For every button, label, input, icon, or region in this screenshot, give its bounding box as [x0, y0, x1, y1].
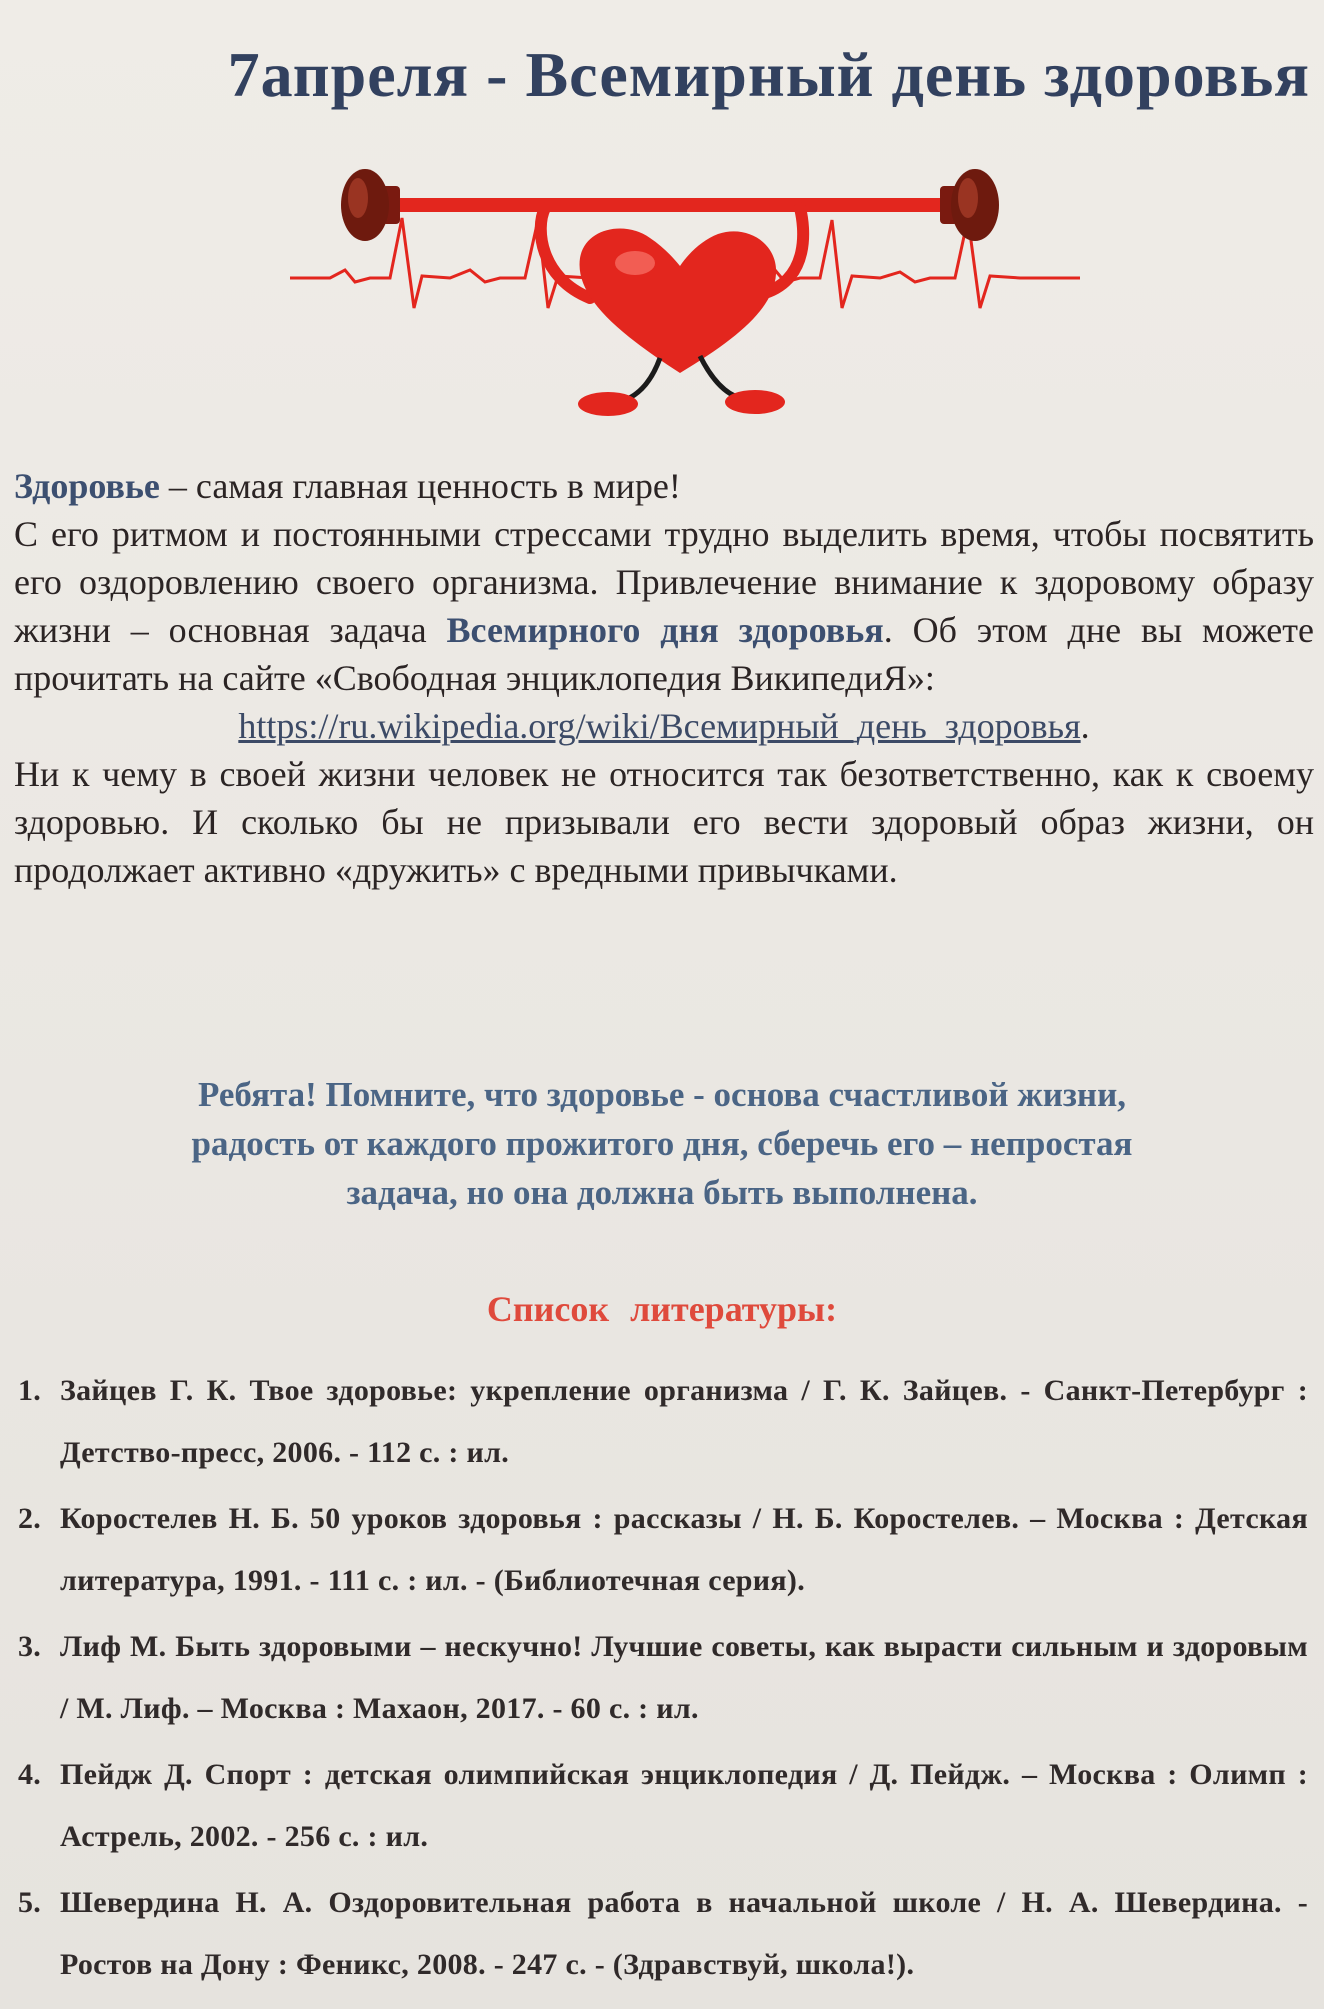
- item-number: 1.: [18, 1374, 42, 1407]
- bibliography-item: [18, 1360, 1308, 1484]
- intro-paragraph-2: [14, 510, 1314, 702]
- highlight-world-health-day: Всемирного дня здоровья: [446, 610, 884, 650]
- intro-p2-after: . Об этом дне вы можете прочитать на сайте «Свободная энциклопедия ВикипедиЯ»:: [14, 610, 1314, 698]
- heart-lifting-barbell-icon: [290, 158, 1080, 418]
- intro-paragraph-3: Ни к чему в своей жизни человек не относится так безответственно, как к своему здоровью. И сколько бы не призывали его вести здоровый образ жизни, он продолжает активно «дружить» с вредными привычками.: [14, 754, 1314, 890]
- intro-text: [14, 462, 1314, 894]
- page-title: 7апреля - Всемирный день здоровья: [227, 39, 1310, 110]
- link-trailing: .: [1080, 706, 1090, 746]
- item-number: 3.: [18, 1630, 42, 1663]
- bibliography-item: [18, 1616, 1308, 1740]
- item-number: 2.: [18, 1502, 42, 1535]
- bibliography-item: [18, 1872, 1308, 1996]
- bibliography-list: [18, 1360, 1308, 2000]
- item-number: 4.: [18, 1758, 42, 1791]
- bibliography-item: [18, 1488, 1308, 1612]
- highlight-health: Здоровье: [14, 466, 160, 506]
- intro-p1-rest: – самая главная ценность в мире!: [159, 466, 681, 506]
- motto-line-1: Ребята! Помните, что здоровье - основа счастливой жизни,: [197, 1075, 1127, 1114]
- wikipedia-link[interactable]: https://ru.wikipedia.org/wiki/Всемирный_день_здоровья: [238, 706, 1081, 746]
- item-number: 5.: [18, 1886, 42, 1919]
- item-text: Коростелев Н. Б. 50 уроков здоровья : рассказы / Н. Б. Коростелев. – Москва : Детская литература, 1991. - 111 с. : ил. - (Библиотечная серия).: [60, 1502, 1308, 1597]
- motto-line-2: радость от каждого прожитого дня, сберечь его – непростая: [191, 1124, 1133, 1163]
- item-text: Зайцев Г. К. Твое здоровье: укрепление организма / Г. К. Зайцев. - Санкт-Петербург : Детство-пресс, 2006. - 112 с. : ил.: [60, 1374, 1308, 1469]
- link-line: [14, 702, 1314, 750]
- bibliography-item: [18, 1744, 1308, 1868]
- bibliography-title: Список литературы:: [486, 1289, 838, 1329]
- motto-block: [60, 1070, 1264, 1217]
- intro-paragraph-1: [14, 462, 1314, 510]
- item-text: Шевердина Н. А. Оздоровительная работа в начальной школе / Н. А. Шевердина. - Ростов на Дону : Феникс, 2008. - 247 с. - (Здравствуй, школа!).: [60, 1886, 1308, 1981]
- item-text: Лиф М. Быть здоровыми – нескучно! Лучшие советы, как вырасти сильным и здоровым / М. Лиф. – Москва : Махаон, 2017. - 60 с. : ил.: [60, 1630, 1308, 1725]
- item-text: Пейдж Д. Спорт : детская олимпийская энциклопедия / Д. Пейдж. – Москва : Олимп : Астрель, 2002. - 256 с. : ил.: [60, 1758, 1308, 1853]
- motto-line-3: задача, но она должна быть выполнена.: [346, 1173, 978, 1212]
- intro-p2-before: С его ритмом и постоянными стрессами трудно выделить время, чтобы посвятить его оздоровлению своего организма. Привлечение внимание к здоровому образу жизни – основная задача: [14, 514, 1314, 650]
